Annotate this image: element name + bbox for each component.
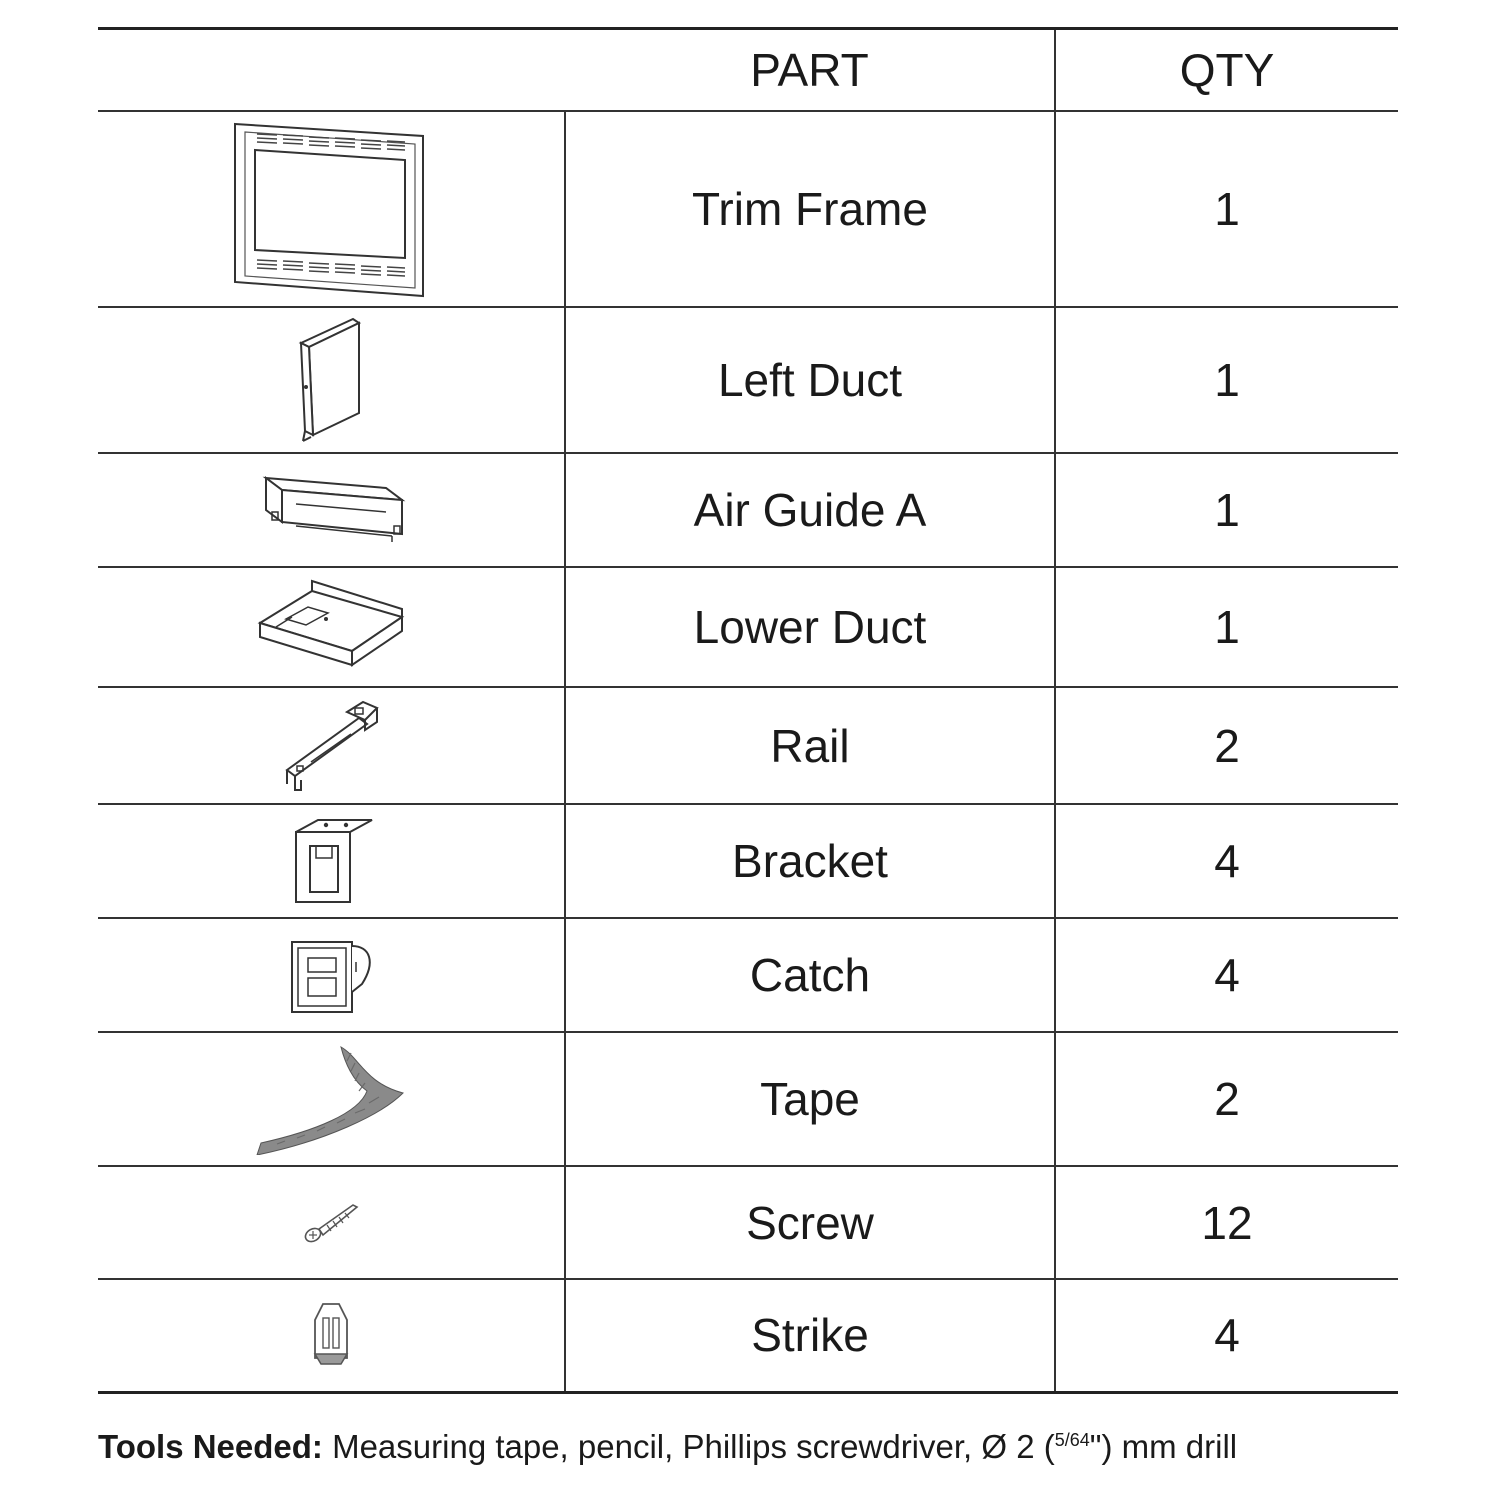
image-cell bbox=[98, 1032, 565, 1166]
left-duct-icon bbox=[291, 317, 371, 443]
part-name: Screw bbox=[565, 1166, 1055, 1279]
part-name: Trim Frame bbox=[565, 111, 1055, 307]
table-row bbox=[98, 1032, 1398, 1166]
part-qty: 1 bbox=[1055, 453, 1398, 567]
image-cell bbox=[98, 804, 565, 918]
rail-icon bbox=[281, 698, 381, 794]
header-row bbox=[98, 29, 1398, 112]
table-row bbox=[98, 567, 1398, 687]
image-cell bbox=[98, 687, 565, 804]
bracket-icon bbox=[286, 816, 376, 906]
table-row bbox=[98, 1279, 1398, 1392]
table-row bbox=[98, 111, 1398, 307]
part-qty: 4 bbox=[1055, 804, 1398, 918]
tools-needed bbox=[98, 1428, 1237, 1466]
parts-table bbox=[98, 27, 1398, 1394]
lower-duct-icon bbox=[256, 579, 406, 675]
part-qty: 1 bbox=[1055, 307, 1398, 453]
table-row bbox=[98, 1166, 1398, 1279]
part-name: Rail bbox=[565, 687, 1055, 804]
drill-fraction: 5/64 bbox=[1054, 1430, 1090, 1450]
trim-frame-icon bbox=[231, 120, 431, 298]
part-qty: 1 bbox=[1055, 567, 1398, 687]
image-cell bbox=[98, 111, 565, 307]
part-qty: 2 bbox=[1055, 1032, 1398, 1166]
image-cell bbox=[98, 453, 565, 567]
part-name: Air Guide A bbox=[565, 453, 1055, 567]
image-cell bbox=[98, 918, 565, 1032]
tape-icon bbox=[255, 1043, 407, 1155]
screw-icon bbox=[303, 1201, 359, 1245]
header-part: PART bbox=[565, 29, 1055, 112]
part-name: Lower Duct bbox=[565, 567, 1055, 687]
table-row bbox=[98, 307, 1398, 453]
part-name: Bracket bbox=[565, 804, 1055, 918]
header-image-cell bbox=[98, 29, 565, 112]
strike-icon bbox=[311, 1302, 351, 1368]
part-name: Catch bbox=[565, 918, 1055, 1032]
image-cell bbox=[98, 307, 565, 453]
part-qty: 4 bbox=[1055, 1279, 1398, 1392]
table-row bbox=[98, 804, 1398, 918]
tools-label: Tools Needed: bbox=[98, 1428, 323, 1465]
table-row bbox=[98, 687, 1398, 804]
tools-text-end: ) mm drill bbox=[1101, 1428, 1238, 1465]
header-qty: QTY bbox=[1055, 29, 1398, 112]
catch-icon bbox=[286, 932, 376, 1018]
part-name: Strike bbox=[565, 1279, 1055, 1392]
tools-text: Measuring tape, pencil, Phillips screwdriver, Ø 2 ( bbox=[322, 1428, 1055, 1465]
inch-mark: " bbox=[1089, 1428, 1102, 1465]
part-name: Left Duct bbox=[565, 307, 1055, 453]
part-qty: 2 bbox=[1055, 687, 1398, 804]
image-cell bbox=[98, 1166, 565, 1279]
table-row bbox=[98, 918, 1398, 1032]
air-guide-icon bbox=[256, 474, 406, 546]
part-qty: 4 bbox=[1055, 918, 1398, 1032]
part-name: Tape bbox=[565, 1032, 1055, 1166]
table-row bbox=[98, 453, 1398, 567]
image-cell bbox=[98, 1279, 565, 1392]
part-qty: 1 bbox=[1055, 111, 1398, 307]
image-cell bbox=[98, 567, 565, 687]
part-qty: 12 bbox=[1055, 1166, 1398, 1279]
